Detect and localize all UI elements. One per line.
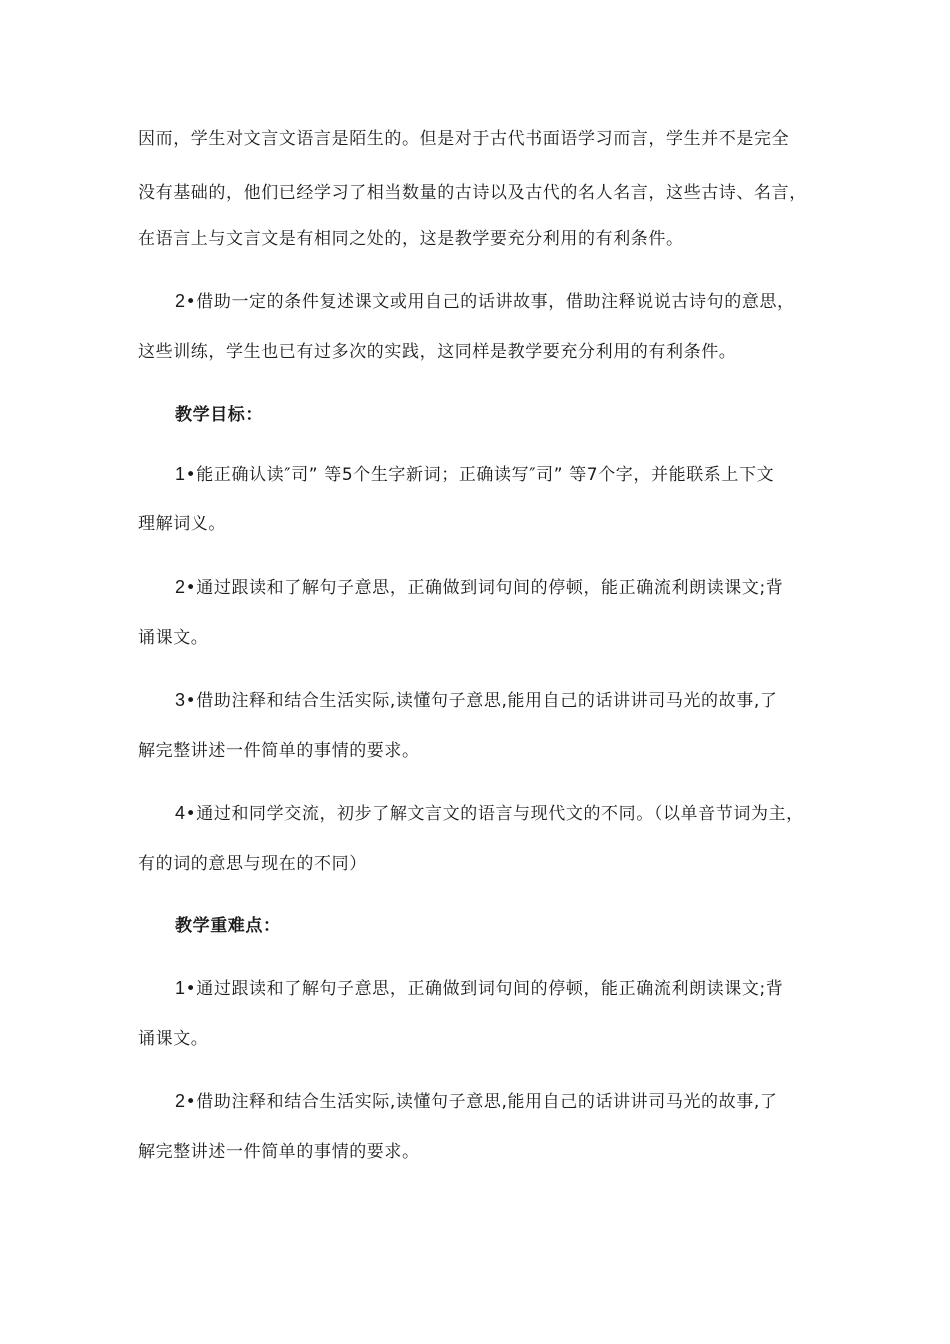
keypoint-2-number: 2 [175,1091,186,1111]
keypoint-1-line-1 [175,977,783,1000]
point2-line-1 [175,290,795,313]
goal-2-text-1: •通过跟读和了解句子意思，正确做到词句间的停顿，能正确流利朗读课文;背 [185,578,784,598]
intro-line-1: 因而，学生对文言文语言是陌生的。但是对于古代书面语学习而言，学生并不是完全 [138,129,790,149]
goal-4-line-2: 有的词的意思与现在的不同） [138,854,367,874]
goal-1-line-1 [175,463,774,486]
goal-1-text-1: •能正确认读″司” 等5个生字新词；正确读写″司” 等7个字，并能联系上下文 [185,465,775,485]
keypoint-1-number: 1 [175,978,186,998]
keypoint-2-line-2: 解完整讲述一件简单的事情的要求。 [138,1142,420,1162]
point2-text-1: •借助一定的条件复述课文或用自己的话讲故事，借助注释说说古诗句的意思， [185,292,795,312]
goal-1-line-2: 理解词义。 [138,514,226,534]
point2-number: 2 [175,291,186,311]
point2-line-2: 这些训练，学生也已有过多次的实践，这同样是教学要充分利用的有利条件。 [138,342,737,362]
goals-heading: 教学目标： [175,405,263,425]
goal-4-number: 4 [175,803,186,823]
keypoints-heading: 教学重难点： [175,916,281,936]
keypoint-1-text-1: •通过跟读和了解句子意思，正确做到词句间的停顿，能正确流利朗读课文;背 [185,979,784,999]
goal-3-line-2: 解完整讲述一件简单的事情的要求。 [138,741,420,761]
intro-line-2: 没有基础的，他们已经学习了相当数量的古诗以及古代的名人名言，这些古诗、名言， [138,183,807,203]
keypoint-2-line-1 [175,1090,777,1113]
keypoint-2-text-1: •借助注释和结合生活实际,读懂句子意思,能用自己的话讲讲司马光的故事,了 [185,1092,778,1112]
goal-4-text-1: •通过和同学交流，初步了解文言文的语言与现代文的不同。（以单音节词为主， [185,804,804,824]
goal-4-line-1 [175,802,804,825]
goal-3-text-1: •借助注释和结合生活实际,读懂句子意思,能用自己的话讲讲司马光的故事,了 [185,691,778,711]
goal-2-line-1 [175,576,783,599]
goal-3-line-1 [175,689,777,712]
keypoint-1-line-2: 诵课文。 [138,1029,209,1049]
goal-2-number: 2 [175,577,186,597]
intro-line-3: 在语言上与文言文是有相同之处的，这是教学要充分利用的有利条件。 [138,229,684,249]
goal-3-number: 3 [175,690,186,710]
goal-2-line-2: 诵课文。 [138,628,209,648]
goal-1-number: 1 [175,464,186,484]
